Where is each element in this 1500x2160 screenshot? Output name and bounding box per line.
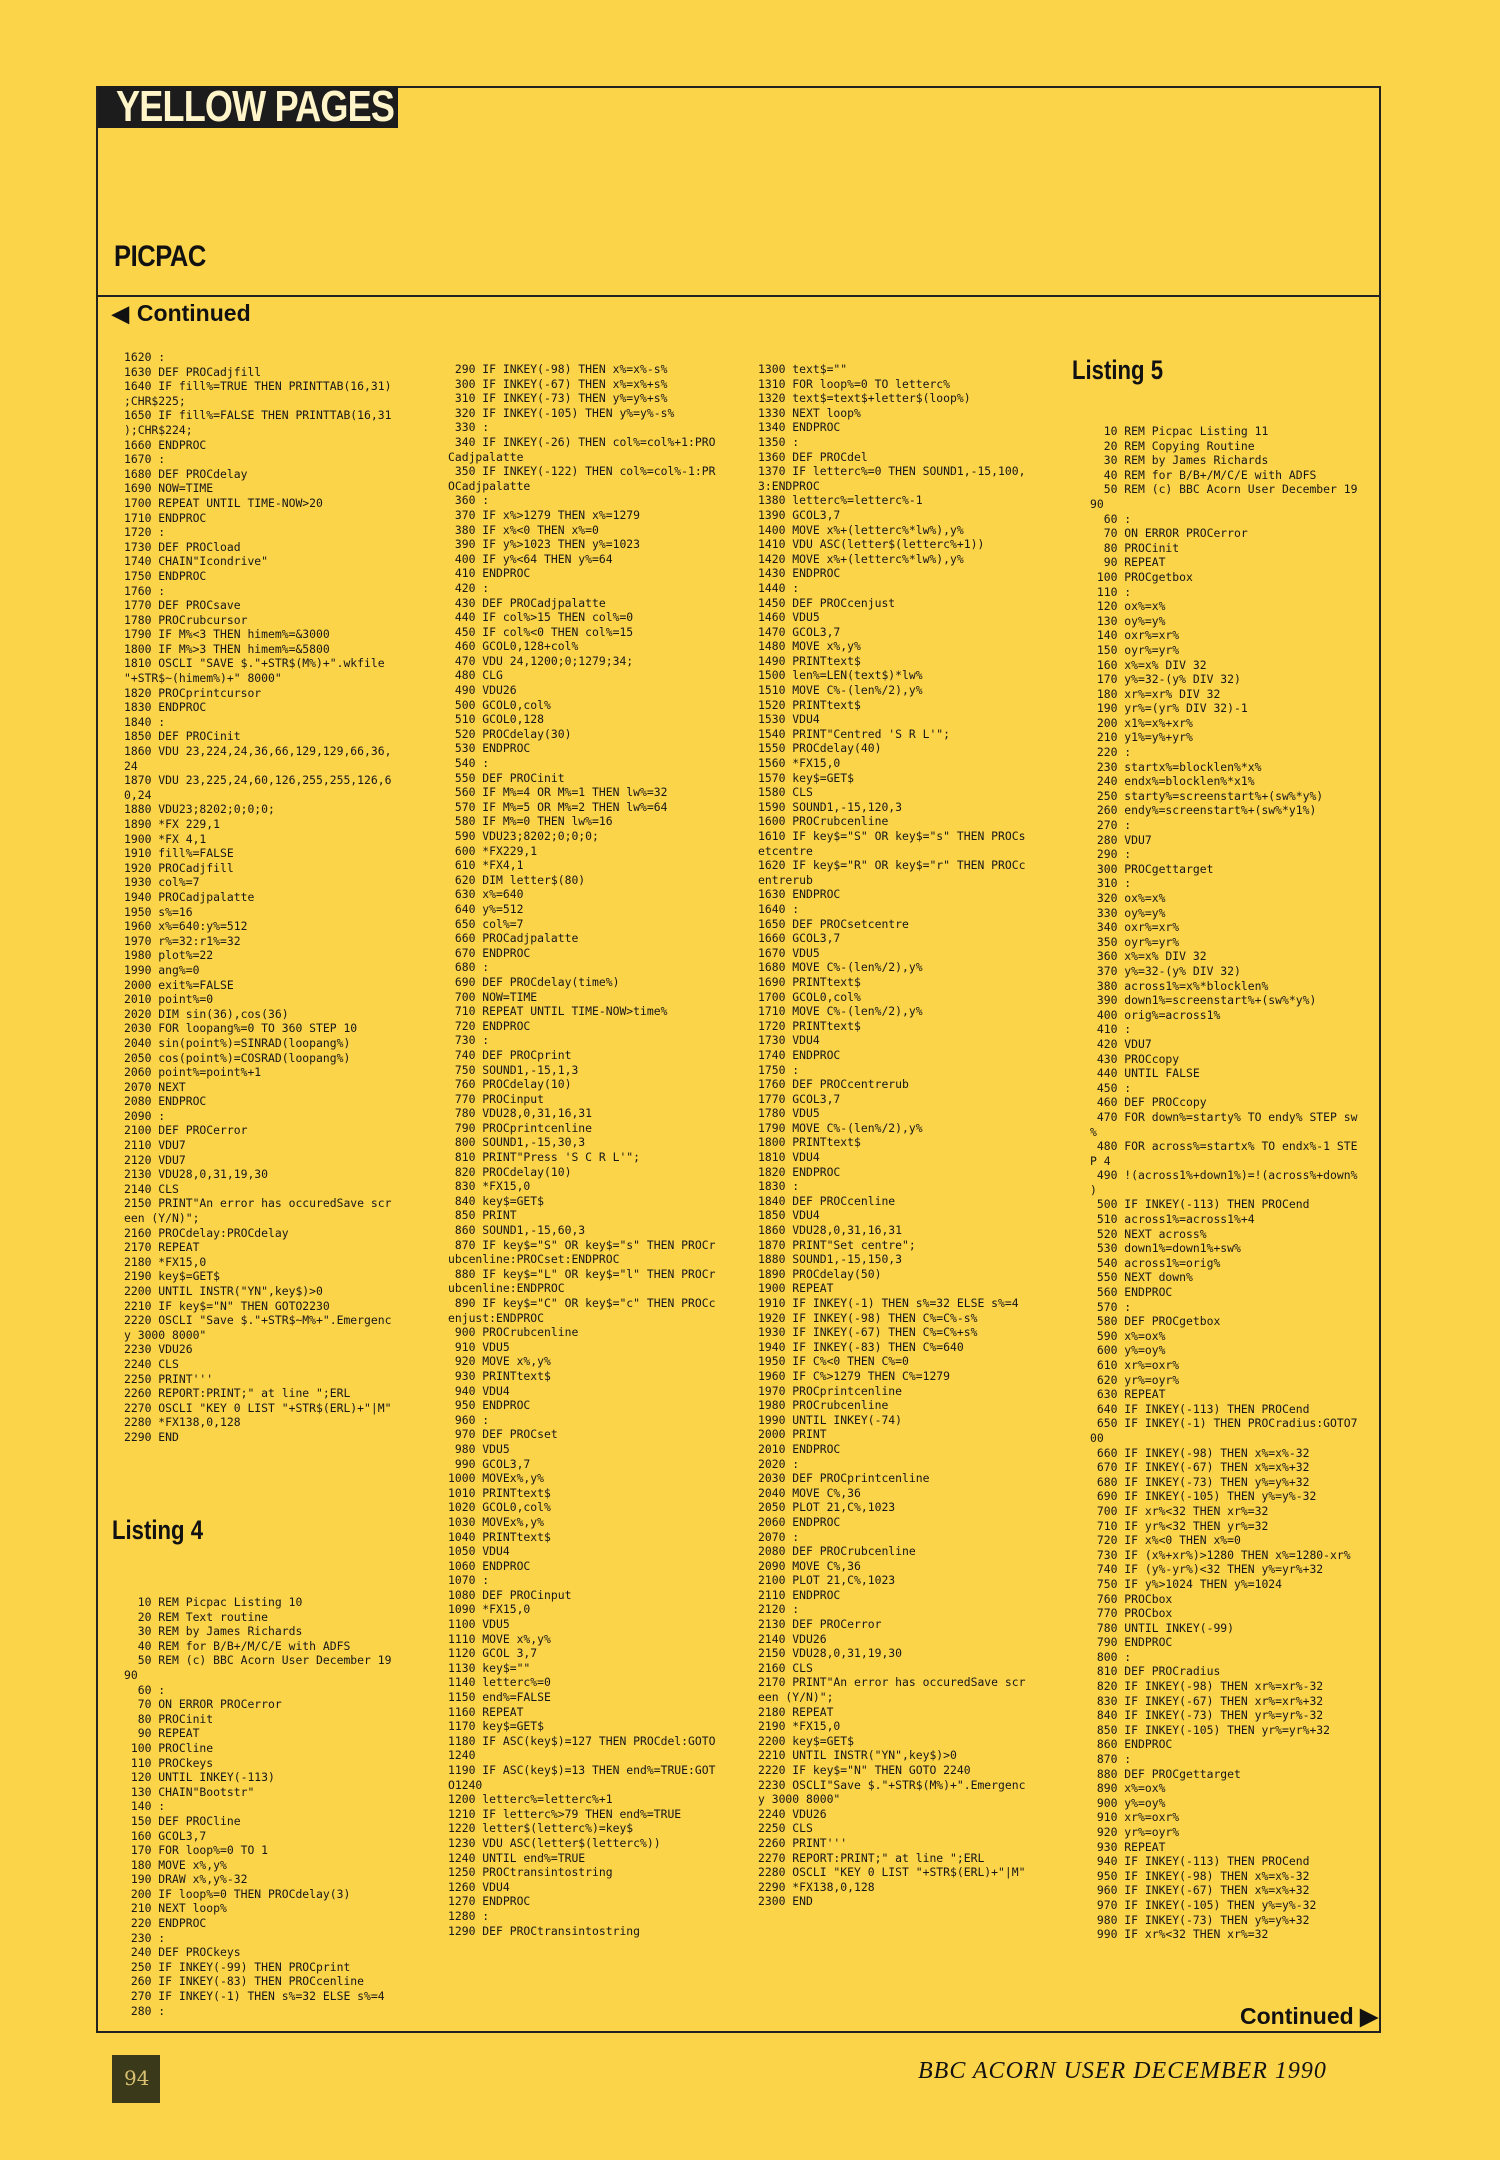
listing-column-3: 1300 text$="" 1310 FOR loop%=0 TO letterc% 1320 text$=text$+letter$(loop%) 1330 NEXT loop% 1340 ENDPROC 1350 : 1360 DEF PROCdel 1370 IF letterc%=0 THEN SOUND1,-15,100, 3:ENDPROC 1380 letterc%=letterc%-1 1390 GCOL3,7 1400 MOVE x%+(letterc%*lw%),y% 1410 VDU ASC(letter$(letterc%+1)) 1420 MOVE x%+(letterc%*lw%),y% 1430 ENDPROC 1440 : 1450 DEF PROCcenjust 1460 VDU5 1470 GCOL3,7 1480 MOVE x%,y% 1490 PRINTtext$ 1500 len%=LEN(text$)*lw% 1510 MOVE C%-(len%/2),y% 1520 PRINTtext$ 1530 VDU4 1540 PRINT"Centred 'S R L'"; 1550 PROCdelay(40) 1560 *FX15,0 1570 key$=GET$ 1580 CLS 1590 SOUND1,-15,120,3 1600 PROCrubcenline 1610 IF key$="S" OR key$="s" THEN PROCs etcentre 1620 IF key$="R" OR key$="r" THEN PROCc entrerub 1630 ENDPROC 1640 : 1650 DEF PROCsetcentre 1660 GCOL3,7 1670 VDU5 1680 MOVE C%-(len%/2),y% 1690 PRINTtext$ 1700 GCOL0,col% 1710 MOVE C%-(len%/2),y% 1720 PRINTtext$ 1730 VDU4 1740 ENDPROC 1750 : 1760 DEF PROCcentrerub 1770 GCOL3,7 1780 VDU5 1790 MOVE C%-(len%/2),y% 1800 PRINTtext$ 1810 VDU4 1820 ENDPROC 1830 : 1840 DEF PROCcenline 1850 VDU4 1860 VDU28,0,31,16,31 1870 PRINT"Set centre"; 1880 SOUND1,-15,150,3 1890 PROCdelay(50) 1900 REPEAT 1910 IF INKEY(-1) THEN s%=32 ELSE s%=4 1920 IF INKEY(-98) THEN C%=C%-s% 1930 IF INKEY(-67) THEN C%=C%+s% 1940 IF INKEY(-83) THEN C%=640 1950 IF C%<0 THEN C%=0 1960 IF C%>1279 THEN C%=1279 1970 PROCprintcenline 1980 PROCrubcenline 1990 UNTIL INKEY(-74) 2000 PRINT 2010 ENDPROC 2020 : 2030 DEF PROCprintcenline 2040 MOVE C%,36 2050 PLOT 21,C%,1023 2060 ENDPROC 2070 : 2080 DEF PROCrubcenline 2090 MOVE C%,36 2100 PLOT 21,C%,1023 2110 ENDPROC 2120 : 2130 DEF PROCerror 2140 VDU26 2150 VDU28,0,31,19,30 2160 CLS 2170 PRINT"An error has occuredSave scr een (Y/N)"; 2180 REPEAT 2190 *FX15,0 2200 key$=GET$ 2210 UNTIL INSTR("YN",key$)>0 2220 IF key$="N" THEN GOTO 2240 2230 OSCLI"Save $."+STR$(M%)+".Emergenc y 3000 8000" 2240 VDU26 2250 CLS 2260 PRINT''' 2270 REPORT:PRINT;" at line ";ERL 2280 OSCLI "KEY 0 LIST "+STR$(ERL)+"|M" 2290 *FX138,0,128 2300 END <box>758 362 1026 1909</box>
right-arrow-icon: ▶ <box>1360 2003 1378 2029</box>
continued-bottom-label: Continued <box>1240 2003 1354 2029</box>
continued-top <box>112 300 251 327</box>
listing-5-code: 10 REM Picpac Listing 11 20 REM Copying Routine 30 REM by James Richards 40 REM for B/B+/M/C/E with ADFS 50 REM (c) BBC Acorn User December 19 90 60 : 70 ON ERROR PROCerror 80 PROCinit 90 REPEAT 100 PROCgetbox 110 : 120 ox%=x% 130 oy%=y% 140 oxr%=xr% 150 oyr%=yr% 160 x%=x% DIV 32 170 y%=32-(y% DIV 32) 180 xr%=xr% DIV 32 190 yr%=(yr% DIV 32)-1 200 x1%=x%+xr% 210 y1%=y%+yr% 220 : 230 startx%=blocklen%*x% 240 endx%=blocklen%*x1% 250 starty%=screenstart%+(sw%*y%) 260 endy%=screenstart%+(sw%*y1%) 270 : 280 VDU7 290 : 300 PROCgettarget 310 : 320 ox%=x% 330 oy%=y% 340 oxr%=xr% 350 oyr%=yr% 360 x%=x% DIV 32 370 y%=32-(y% DIV 32) 380 across1%=x%*blocklen% 390 down1%=screenstart%+(sw%*y%) 400 orig%=across1% 410 : 420 VDU7 430 PROCcopy 440 UNTIL FALSE 450 : 460 DEF PROCcopy 470 FOR down%=starty% TO endy% STEP sw % 480 FOR across%=startx% TO endx%-1 STE P 4 490 !(across1%+down1%)=!(across%+down% ) 500 IF INKEY(-113) THEN PROCend 510 across1%=across1%+4 520 NEXT across% 530 down1%=down1%+sw% 540 across1%=orig% 550 NEXT down% 560 ENDPROC 570 : 580 DEF PROCgetbox 590 x%=ox% 600 y%=oy% 610 xr%=oxr% 620 yr%=oyr% 630 REPEAT 640 IF INKEY(-113) THEN PROCend 650 IF INKEY(-1) THEN PROCradius:GOTO7 00 660 IF INKEY(-98) THEN x%=x%-32 670 IF INKEY(-67) THEN x%=x%+32 680 IF INKEY(-73) THEN y%=y%+32 690 IF INKEY(-105) THEN y%=y%-32 700 IF xr%<32 THEN xr%=32 710 IF yr%<32 THEN yr%=32 720 IF x%<0 THEN x%=0 730 IF (x%+xr%)>1280 THEN x%=1280-xr% 740 IF (y%-yr%)<32 THEN y%=yr%+32 750 IF y%>1024 THEN y%=1024 760 PROCbox 770 PROCbox 780 UNTIL INKEY(-99) 790 ENDPROC 800 : 810 DEF PROCradius 820 IF INKEY(-98) THEN xr%=xr%-32 830 IF INKEY(-67) THEN xr%=xr%+32 840 IF INKEY(-73) THEN yr%=yr%-32 850 IF INKEY(-105) THEN yr%=yr%+32 860 ENDPROC 870 : 880 DEF PROCgettarget 890 x%=ox% 900 y%=oy% 910 xr%=oxr% 920 yr%=oyr% 930 REPEAT 940 IF INKEY(-113) THEN PROCend 950 IF INKEY(-98) THEN x%=x%-32 960 IF INKEY(-67) THEN x%=x%+32 970 IF INKEY(-105) THEN y%=y%-32 980 IF INKEY(-73) THEN y%=y%+32 990 IF xr%<32 THEN xr%=32 <box>1090 424 1358 1942</box>
footer-magazine-title: BBC ACORN USER DECEMBER 1990 <box>918 2058 1327 2084</box>
listing-column-2: 290 IF INKEY(-98) THEN x%=x%-s% 300 IF INKEY(-67) THEN x%=x%+s% 310 IF INKEY(-73) THEN y%=y%+s% 320 IF INKEY(-105) THEN y%=y%-s% 330 : 340 IF INKEY(-26) THEN col%=col%+1:PRO Cadjpalatte 350 IF INKEY(-122) THEN col%=col%-1:PR OCadjpalatte 360 : 370 IF x%>1279 THEN x%=1279 380 IF x%<0 THEN x%=0 390 IF y%>1023 THEN y%=1023 400 IF y%<64 THEN y%=64 410 ENDPROC 420 : 430 DEF PROCadjpalatte 440 IF col%>15 THEN col%=0 450 IF col%<0 THEN col%=15 460 GCOL0,128+col% 470 VDU 24,1200;0;1279;34; 480 CLG 490 VDU26 500 GCOL0,col% 510 GCOL0,128 520 PROCdelay(30) 530 ENDPROC 540 : 550 DEF PROCinit 560 IF M%=4 OR M%=1 THEN lw%=32 570 IF M%=5 OR M%=2 THEN lw%=64 580 IF M%=0 THEN lw%=16 590 VDU23;8202;0;0;0; 600 *FX229,1 610 *FX4,1 620 DIM letter$(80) 630 x%=640 640 y%=512 650 col%=7 660 PROCadjpalatte 670 ENDPROC 680 : 690 DEF PROCdelay(time%) 700 NOW=TIME 710 REPEAT UNTIL TIME-NOW>time% 720 ENDPROC 730 : 740 DEF PROCprint 750 SOUND1,-15,1,3 760 PROCdelay(10) 770 PROCinput 780 VDU28,0,31,16,31 790 PROCprintcenline 800 SOUND1,-15,30,3 810 PRINT"Press 'S C R L'"; 820 PROCdelay(10) 830 *FX15,0 840 key$=GET$ 850 PRINT 860 SOUND1,-15,60,3 870 IF key$="S" OR key$="s" THEN PROCr ubcenline:PROCset:ENDPROC 880 IF key$="L" OR key$="l" THEN PROCr ubcenline:ENDPROC 890 IF key$="C" OR key$="c" THEN PROCc enjust:ENDPROC 900 PROCrubcenline 910 VDU5 920 MOVE x%,y% 930 PRINTtext$ 940 VDU4 950 ENDPROC 960 : 970 DEF PROCset 980 VDU5 990 GCOL3,7 1000 MOVEx%,y% 1010 PRINTtext$ 1020 GCOL0,col% 1030 MOVEx%,y% 1040 PRINTtext$ 1050 VDU4 1060 ENDPROC 1070 : 1080 DEF PROCinput 1090 *FX15,0 1100 VDU5 1110 MOVE x%,y% 1120 GCOL 3,7 1130 key$="" 1140 letterc%=0 1150 end%=FALSE 1160 REPEAT 1170 key$=GET$ 1180 IF ASC(key$)=127 THEN PROCdel:GOTO 1240 1190 IF ASC(key$)=13 THEN end%=TRUE:GOT O1240 1200 letterc%=letterc%+1 1210 IF letterc%>79 THEN end%=TRUE 1220 letter$(letterc%)=key$ 1230 VDU ASC(letter$(letterc%)) 1240 UNTIL end%=TRUE 1250 PROCtransintostring 1260 VDU4 1270 ENDPROC 1280 : 1290 DEF PROCtransintostring <box>448 362 716 1938</box>
left-arrow-icon: ◀ <box>112 301 129 326</box>
section-title: YELLOW PAGES <box>116 82 395 131</box>
listing-4-heading: Listing 4 <box>112 1515 204 1545</box>
continued-bottom <box>1240 2003 1378 2030</box>
listing-column-1: 1620 : 1630 DEF PROCadjfill 1640 IF fill%=TRUE THEN PRINTTAB(16,31) ;CHR$225; 1650 IF fill%=FALSE THEN PRINTTAB(16,31 );CHR$224; 1660 ENDPROC 1670 : 1680 DEF PROCdelay 1690 NOW=TIME 1700 REPEAT UNTIL TIME-NOW>20 1710 ENDPROC 1720 : 1730 DEF PROCload 1740 CHAIN"Icondrive" 1750 ENDPROC 1760 : 1770 DEF PROCsave 1780 PROCrubcursor 1790 IF M%<3 THEN himem%=&3000 1800 IF M%>3 THEN himem%=&5800 1810 OSCLI "SAVE $."+STR$(M%)+".wkfile "+STR$~(himem%)+" 8000" 1820 PROCprintcursor 1830 ENDPROC 1840 : 1850 DEF PROCinit 1860 VDU 23,224,24,36,66,129,129,66,36, 24 1870 VDU 23,225,24,60,126,255,255,126,6 0,24 1880 VDU23;8202;0;0;0; 1890 *FX 229,1 1900 *FX 4,1 1910 fill%=FALSE 1920 PROCadjfill 1930 col%=7 1940 PROCadjpalatte 1950 s%=16 1960 x%=640:y%=512 1970 r%=32:r1%=32 1980 plot%=22 1990 ang%=0 2000 exit%=FALSE 2010 point%=0 2020 DIM sin(36),cos(36) 2030 FOR loopang%=0 TO 360 STEP 10 2040 sin(point%)=SINRAD(loopang%) 2050 cos(point%)=COSRAD(loopang%) 2060 point%=point%+1 2070 NEXT 2080 ENDPROC 2090 : 2100 DEF PROCerror 2110 VDU7 2120 VDU7 2130 VDU28,0,31,19,30 2140 CLS 2150 PRINT"An error has occuredSave scr een (Y/N)"; 2160 PROCdelay:PROCdelay 2170 REPEAT 2180 *FX15,0 2190 key$=GET$ 2200 UNTIL INSTR("YN",key$)>0 2210 IF key$="N" THEN GOTO2230 2220 OSCLI "Save $."+STR$~M%+".Emergenc y 3000 8000" 2230 VDU26 2240 CLS 2250 PRINT''' 2260 REPORT:PRINT;" at line ";ERL 2270 OSCLI "KEY 0 LIST "+STR$(ERL)+"|M" 2280 *FX138,0,128 2290 END <box>124 350 392 1444</box>
page-number: 94 <box>124 2066 150 2090</box>
continued-top-label: Continued <box>136 300 251 326</box>
article-title: PICPAC <box>114 240 206 273</box>
listing-4-code: 10 REM Picpac Listing 10 20 REM Text routine 30 REM by James Richards 40 REM for B/B+/M/C/E with ADFS 50 REM (c) BBC Acorn User December 19 90 60 : 70 ON ERROR PROCerror 80 PROCinit 90 REPEAT 100 PROCline 110 PROCkeys 120 UNTIL INKEY(-113) 130 CHAIN"Bootstr" 140 : 150 DEF PROCline 160 GCOL3,7 170 FOR loop%=0 TO 1 180 MOVE x%,y% 190 DRAW x%,y%-32 200 IF loop%=0 THEN PROCdelay(3) 210 NEXT loop% 220 ENDPROC 230 : 240 DEF PROCkeys 250 IF INKEY(-99) THEN PROCprint 260 IF INKEY(-83) THEN PROCcenline 270 IF INKEY(-1) THEN s%=32 ELSE s%=4 280 : <box>124 1595 392 2018</box>
listing-5-heading: Listing 5 <box>1072 355 1164 385</box>
